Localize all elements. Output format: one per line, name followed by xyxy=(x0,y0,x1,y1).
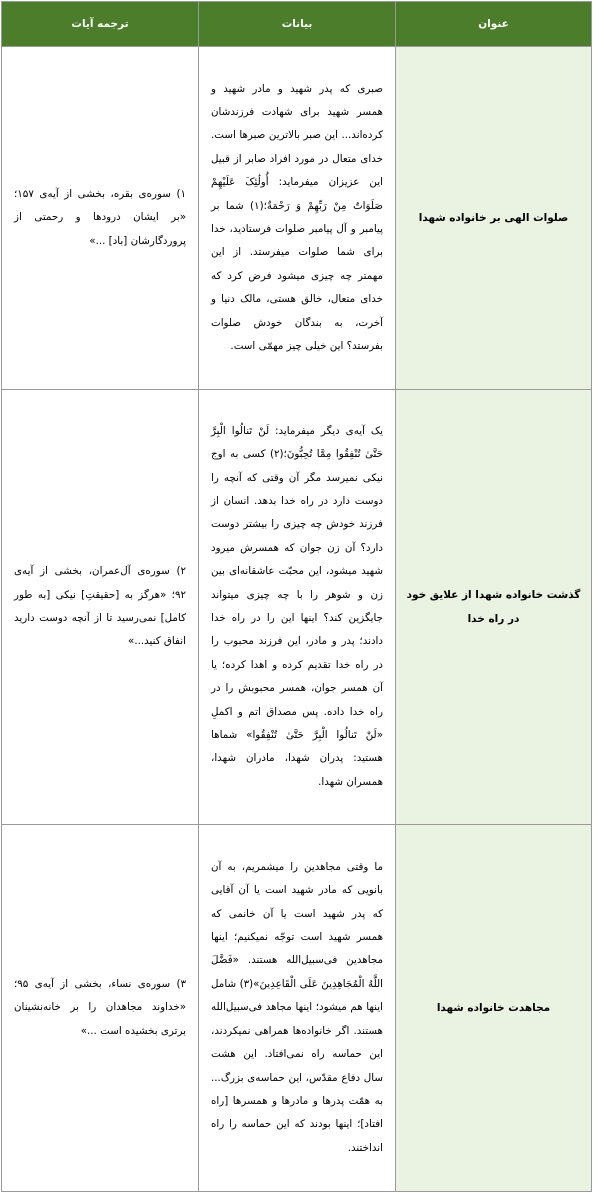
header-title: عنوان xyxy=(396,2,592,47)
table-row xyxy=(2,825,592,1192)
row-statement: ما وقتی مجاهدین را میشمریم، به آن بانویی که مادر شهید است یا آن آقایی که پدر شهید است یا آن خانمی که همسر شهید است توجّه نمیکنیم؛ اینها مجاهدین فی‌سبیل‌الله هستند. «فَضَّلَ اللَّهُ الْمُجَاهِدِينَ عَلَى الْقَاعِدِينَ»(۳) شامل اینها هم میشود؛ اینها مجاهد فی‌سبیل‌الله هستند. اگر خانواده‌ها همراهی نمیکردند، این حماسه راه نمی‌افتاد. این هشت سال دفاع مقدّس، این حماسه‌ی بزرگ... به همّت پدرها و مادرها و همسرها [راه افتاد]؛ اینها بودند که این حماسه را راه انداختند. xyxy=(199,825,396,1192)
header-row xyxy=(2,2,592,47)
row-translation: ۲) سوره‌ی آل‌عمران، بخشی از آیه‌ی ۹۲؛ «هرگز به [حقیقتِ] نیکی [به طور کامل] نمی‌رسید تا از آنچه دوست دارید انفاق کنید...» xyxy=(2,390,199,825)
row-translation: ۳) سوره‌ی نساء، بخشی از آیه‌ی ۹۵؛ «خداوند مجاهدان را بر خانه‌نشینان برتری بخشیده است ...» xyxy=(2,825,199,1192)
header-statements: بیانات xyxy=(199,2,396,47)
row-translation: ۱) سوره‌ی بقره، بخشی از آیه‌ی ۱۵۷؛ «بر ایشان درودها و رحمتی از پروردگارشان [باد] ...» xyxy=(2,47,199,390)
header-verse-translation: ترجمه آیات xyxy=(2,2,199,47)
row-statement: یک آیه‌ی دیگر میفرماید: لَنْ تَنالُوا الْبِرَّ حَتَّىٰ تُنْفِقُوا مِمَّا تُحِبُّونَ؛(۲) کسی به اوج نیکی نمیرسد مگر آن وقتی که آنچه را دوست دارد در راه خدا بدهد. انسان از فرزند خودش چه چیزی را بیشتر دوست دارد؟ آن زن جوان که همسرش میرود شهید میشود، این محبّت عاشقانه‌ای بین زن و شوهر را با چه چیزی میتواند جایگزین کند؟ اینها این را در راه خدا دادند؛ پدر و مادر، این فرزند محبوب را در راه خدا تقدیم کرده و اهدا کرده؛ یا آن همسر جوان، همسر محبوبش را در راه خدا داده. پس مصداق اتم و اکملِ «لَنْ تَنالُوا الْبِرَّ حَتَّىٰ تُنْفِقُوا» شماها هستید: پدران شهدا، مادران شهدا، همسران شهدا. xyxy=(199,390,396,825)
row-title: مجاهدت خانواده شهدا xyxy=(396,825,592,1192)
content-table xyxy=(1,1,592,1192)
table-row xyxy=(2,47,592,390)
row-title: صلوات الهی بر خانواده شهدا xyxy=(396,47,592,390)
table-row xyxy=(2,390,592,825)
row-title: گذشت خانواده شهدا از علایق خود در راه خدا xyxy=(396,390,592,825)
row-statement: صبری که پدر شهید و مادر شهید و همسر شهید برای شهادت فرزندشان کرده‌اند... این صبر بالاترین صبرها است. خدای متعال در مورد افراد صابر از قبیل این عزیزان میفرماید: أُولَٰئِکَ عَلَیْهِمْ صَلَوَاتٌ مِنْ رَبِّهِمْ وَ رَحْمَةٌ؛(۱) شما بر پیامبر و آل پیامبر صلوات فرستادید، خدا برای شما صلوات میفرستد. از این مهمتر چه چیزی میشود فرض کرد که خدای متعال، خالق هستی، مالک دنیا و آخرت، به بندگان خودش صلوات بفرستد؟ این خیلی چیز مهمّی است. xyxy=(199,47,396,390)
